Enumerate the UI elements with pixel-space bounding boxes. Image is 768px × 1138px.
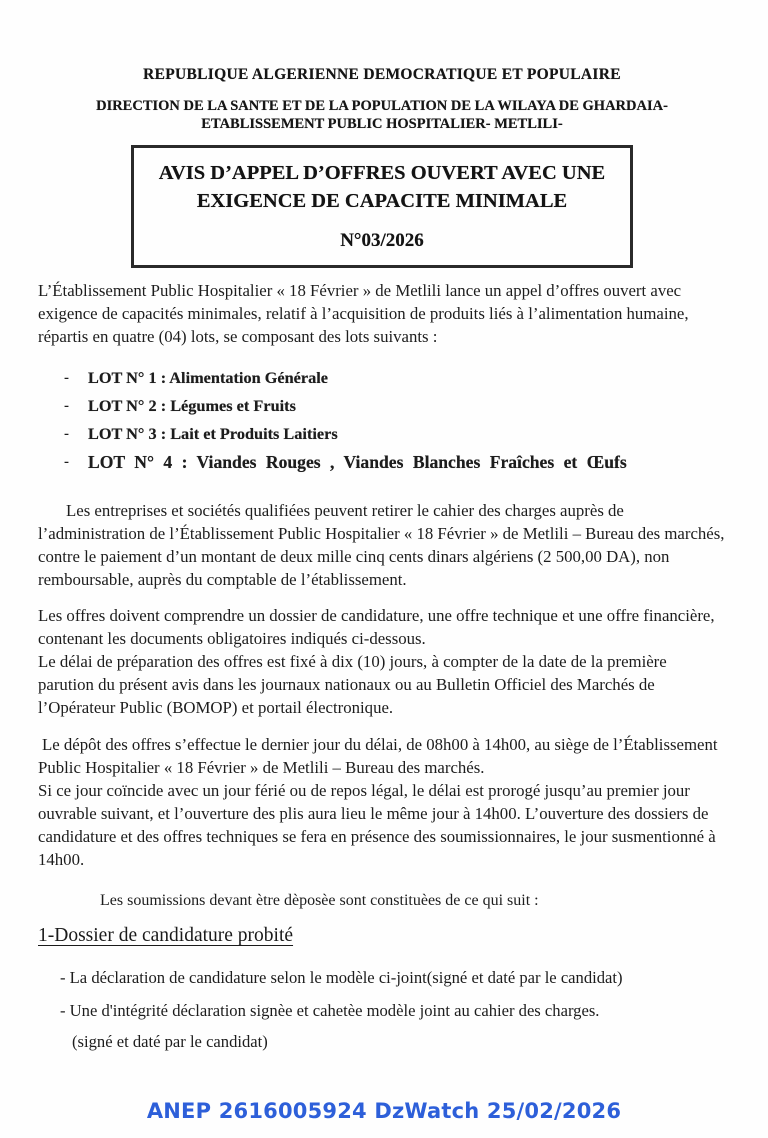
notice-reference-number: N°03/2026 [340,230,424,251]
lot-item-text: LOT N° 1 : Alimentation Générale [88,368,329,387]
depot-paragraph [38,733,726,871]
lot-item-text: LOT N° 4 : Viandes Rouges , Viandes Blanches Fraîches et Œufs [88,452,627,472]
lot-item-text: LOT N° 3 : Lait et Produits Laitiers [88,424,338,443]
republic-header: REPUBLIQUE ALGERIENNE DEMOCRATIQUE ET POPULAIRE [143,66,621,83]
candidature-item-1: - La déclaration de candidature selon le modèle ci-joint(signé et daté par le candidat) [60,968,623,987]
lot-item-2 [64,392,726,420]
dossier-candidature-heading: 1-Dossier de candidature probité [38,925,294,946]
anep-footer-line: ANEP 2616005924 DzWatch 25/02/2026 [146,1099,622,1123]
direction-header-line2: ETABLISSEMENT PUBLIC HOSPITALIER- METLILI- [201,116,563,132]
depot-paragraph-part1: Le dépôt des offres s’effectue le dernier jour du délai, de 08h00 à 14h00, au siège de l’Établissement Public Hospitalier « 18 Février » de Metlili – Bureau des marchés. [38,735,718,777]
candidature-item-2: - Une d'intégrité déclaration signèe et cahetèe modèle joint au cahier des charges. [60,1001,600,1020]
lots-list [64,364,726,476]
direction-header [38,97,726,133]
notice-title [144,159,620,215]
intro-paragraph: L’Établissement Public Hospitalier « 18 Février » de Metlili lance un appel d’offres ouvert avec exigence de capacités minimales, relatif à l’acquisition de produits liés à l’alimentation humaine, répartis en quatre (04) lots, se composant des lots suivants : [38,281,689,346]
offres-paragraph-part1: Les offres doivent comprendre un dossier de candidature, une offre technique et une offre financière, contenant les documents obligatoires indiqués ci-dessous. [38,606,715,648]
offres-paragraph [38,604,726,719]
direction-header-line1: DIRECTION DE LA SANTE ET DE LA POPULATION DE LA WILAYA DE GHARDAIA- [96,98,668,114]
cahier-des-charges-paragraph: Les entreprises et sociétés qualifiées peuvent retirer le cahier des charges auprès de l’administration de l’Établissement Public Hospitalier « 18 Février » de Metlili – Bureau des marchés, contre le paiement d’un montant de deux mille cinq cents dinars algériens (2 500,00 DA), non remboursable, auprès du comptable de l’établissement. [38,501,725,589]
candidature-item-3: (signé et daté par le candidat) [72,1032,268,1051]
lot-item-text: LOT N° 2 : Légumes et Fruits [88,396,296,415]
lot-item-4 [64,448,726,476]
notice-title-line1: AVIS D’APPEL D’OFFRES OUVERT AVEC UNE [158,162,606,184]
offres-paragraph-part2: Le délai de préparation des offres est fixé à dix (10) jours, à compter de la date de la première parution du présent avis dans les journaux nationaux ou au Bulletin Officiel des Marchés de l’Opérateur Public (BOMOP) et portail électronique. [38,652,667,717]
dash-bullet: - [64,426,69,442]
notice-title-line2: EXIGENCE DE CAPACITE MINIMALE [196,190,568,212]
notice-title-box [131,145,633,268]
lot-item-1 [64,364,726,392]
section-heading-wrap [38,910,726,947]
depot-paragraph-part2: Si ce jour coïncide avec un jour férié ou de repos légal, le délai est prorogé jusqu’au premier jour ouvrable suivant, et l’ouverture des plis aura lieu le même jour à 14h00. L’ouverture des dossiers de candidature et des offres techniques se fera en présence des soumissionnaires, le jour susmentionné à 14h00. [38,781,716,869]
dash-bullet: - [64,398,69,414]
soumissions-intro-line: Les soumissions devant ètre dèposèe sont constituèes de ce qui suit : [100,892,539,909]
dash-bullet: - [64,370,69,386]
dash-bullet: - [64,454,69,470]
lot-item-3 [64,420,726,448]
